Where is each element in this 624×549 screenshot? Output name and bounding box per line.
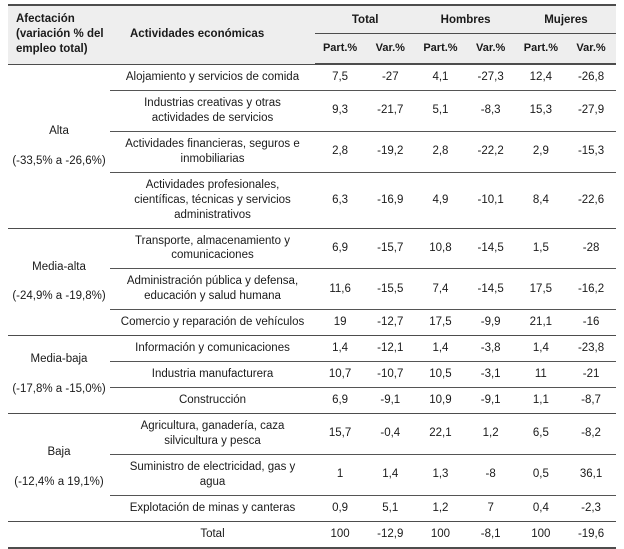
group-label-cell xyxy=(8,228,110,336)
total-value-cell: 100 xyxy=(516,521,566,547)
value-cell: -27 xyxy=(365,64,415,90)
value-cell: -8,3 xyxy=(466,90,516,131)
table-row xyxy=(8,228,616,269)
table-row xyxy=(8,336,616,362)
value-cell: 19 xyxy=(315,310,365,336)
value-cell: 1,4 xyxy=(516,336,566,362)
total-value-cell: 100 xyxy=(315,521,365,547)
value-cell: 10,9 xyxy=(415,388,465,414)
value-cell: 0,9 xyxy=(315,495,365,521)
value-cell: 15,7 xyxy=(315,414,365,455)
table-header xyxy=(8,5,616,64)
value-cell: -8,2 xyxy=(566,414,616,455)
activity-name-cell: Agricultura, ganadería, caza silvicultura y pesca xyxy=(110,414,315,455)
value-cell: 4,9 xyxy=(415,172,465,228)
value-cell: 2,9 xyxy=(516,131,566,172)
activity-name-cell: Suministro de electricidad, gas y agua xyxy=(110,454,315,495)
value-cell: -10,7 xyxy=(365,362,415,388)
value-cell: 1,2 xyxy=(415,495,465,521)
value-cell: 1,4 xyxy=(315,336,365,362)
value-cell: 2,8 xyxy=(415,131,465,172)
value-cell: -2,3 xyxy=(566,495,616,521)
value-cell: 9,3 xyxy=(315,90,365,131)
group-label-cell xyxy=(8,414,110,522)
value-cell: -10,1 xyxy=(466,172,516,228)
value-cell: 4,1 xyxy=(415,64,465,90)
value-cell: -3,8 xyxy=(466,336,516,362)
value-cell: 10,5 xyxy=(415,362,465,388)
value-cell: 0,4 xyxy=(516,495,566,521)
group-name: Alta xyxy=(49,124,69,137)
value-cell: -21,7 xyxy=(365,90,415,131)
value-cell: 7,5 xyxy=(315,64,365,90)
group-range: (-33,5% a -26,6%) xyxy=(12,154,106,167)
column-group-header-total: Total xyxy=(315,5,415,33)
value-cell: 17,5 xyxy=(415,310,465,336)
value-cell: -27,9 xyxy=(566,90,616,131)
value-cell: 1 xyxy=(315,454,365,495)
value-cell: -9,9 xyxy=(466,310,516,336)
activity-name-cell: Actividades profesionales, científicas, técnicas y servicios administrativos xyxy=(110,172,315,228)
value-cell: 6,5 xyxy=(516,414,566,455)
value-cell: 15,3 xyxy=(516,90,566,131)
value-cell: -8,7 xyxy=(566,388,616,414)
value-cell: -28 xyxy=(566,228,616,269)
column-header-afectacion: Afectación (variación % del empleo total) xyxy=(8,5,110,64)
value-cell: 1,3 xyxy=(415,454,465,495)
value-cell: -15,5 xyxy=(365,269,415,310)
value-cell: 5,1 xyxy=(415,90,465,131)
subheader-mujeres-part: Part.% xyxy=(516,33,566,64)
value-cell: -26,8 xyxy=(566,64,616,90)
activity-name-cell: Construcción xyxy=(110,388,315,414)
value-cell: -12,7 xyxy=(365,310,415,336)
activity-name-cell: Industria manufacturera xyxy=(110,362,315,388)
total-value-cell: -12,9 xyxy=(365,521,415,547)
value-cell: 11 xyxy=(516,362,566,388)
value-cell: 1,1 xyxy=(516,388,566,414)
subheader-hombres-var: Var.% xyxy=(466,33,516,64)
value-cell: -22,2 xyxy=(466,131,516,172)
activity-name-cell: Industrias creativas y otras actividades de servicios xyxy=(110,90,315,131)
group-range: (-24,9% a -19,8%) xyxy=(12,290,106,303)
value-cell: -12,1 xyxy=(365,336,415,362)
activity-name-cell: Actividades financieras, seguros e inmobiliarias xyxy=(110,131,315,172)
value-cell: 17,5 xyxy=(516,269,566,310)
total-value-cell: 100 xyxy=(415,521,465,547)
employment-by-activity-table xyxy=(8,4,616,549)
value-cell: 10,8 xyxy=(415,228,465,269)
total-value-cell: -19,6 xyxy=(566,521,616,547)
value-cell: -16 xyxy=(566,310,616,336)
table-row xyxy=(8,414,616,455)
value-cell: -9,1 xyxy=(365,388,415,414)
group-name: Baja xyxy=(47,446,71,459)
activity-name-cell: Transporte, almacenamiento y comunicaciones xyxy=(110,228,315,269)
value-cell: -27,3 xyxy=(466,64,516,90)
value-cell: -0,4 xyxy=(365,414,415,455)
table-body xyxy=(8,64,616,548)
total-row-spacer xyxy=(8,521,110,547)
value-cell: -9,1 xyxy=(466,388,516,414)
value-cell: 6,9 xyxy=(315,228,365,269)
value-cell: -23,8 xyxy=(566,336,616,362)
group-range: (-17,8% a -15,0%) xyxy=(12,383,106,396)
value-cell: -16,2 xyxy=(566,269,616,310)
activity-name-cell: Alojamiento y servicios de comida xyxy=(110,64,315,90)
value-cell: 36,1 xyxy=(566,454,616,495)
value-cell: 1,5 xyxy=(516,228,566,269)
value-cell: -8 xyxy=(466,454,516,495)
value-cell: 7 xyxy=(466,495,516,521)
value-cell: -14,5 xyxy=(466,228,516,269)
value-cell: 21,1 xyxy=(516,310,566,336)
activity-name-cell: Explotación de minas y canteras xyxy=(110,495,315,521)
column-group-header-hombres: Hombres xyxy=(415,5,515,33)
value-cell: -22,6 xyxy=(566,172,616,228)
total-value-cell: -8,1 xyxy=(466,521,516,547)
value-cell: 10,7 xyxy=(315,362,365,388)
table-total-row xyxy=(8,521,616,547)
value-cell: -21 xyxy=(566,362,616,388)
value-cell: 5,1 xyxy=(365,495,415,521)
value-cell: -15,7 xyxy=(365,228,415,269)
value-cell: 11,6 xyxy=(315,269,365,310)
value-cell: -14,5 xyxy=(466,269,516,310)
value-cell: 8,4 xyxy=(516,172,566,228)
value-cell: -19,2 xyxy=(365,131,415,172)
group-range: (-12,4% a 19,1%) xyxy=(14,475,104,488)
activity-name-cell: Comercio y reparación de vehículos xyxy=(110,310,315,336)
column-header-actividades: Actividades económicas xyxy=(110,5,315,64)
value-cell: 12,4 xyxy=(516,64,566,90)
activity-name-cell: Información y comunicaciones xyxy=(110,336,315,362)
value-cell: -16,9 xyxy=(365,172,415,228)
value-cell: 0,5 xyxy=(516,454,566,495)
group-name: Media-alta xyxy=(32,260,86,273)
group-label-cell xyxy=(8,336,110,414)
total-row-label: Total xyxy=(110,521,315,547)
value-cell: 2,8 xyxy=(315,131,365,172)
value-cell: -15,3 xyxy=(566,131,616,172)
value-cell: 1,4 xyxy=(415,336,465,362)
group-label-cell xyxy=(8,64,110,228)
subheader-total-part: Part.% xyxy=(315,33,365,64)
subheader-hombres-part: Part.% xyxy=(415,33,465,64)
subheader-total-var: Var.% xyxy=(365,33,415,64)
header-row-groups xyxy=(8,5,616,33)
value-cell: 6,3 xyxy=(315,172,365,228)
activity-name-cell: Administración pública y defensa, educación y salud humana xyxy=(110,269,315,310)
group-name: Media-baja xyxy=(30,353,88,366)
column-group-header-mujeres: Mujeres xyxy=(516,5,616,33)
value-cell: 1,4 xyxy=(365,454,415,495)
subheader-mujeres-var: Var.% xyxy=(566,33,616,64)
value-cell: 1,2 xyxy=(466,414,516,455)
value-cell: 22,1 xyxy=(415,414,465,455)
table-row xyxy=(8,64,616,90)
value-cell: 7,4 xyxy=(415,269,465,310)
value-cell: -3,1 xyxy=(466,362,516,388)
value-cell: 6,9 xyxy=(315,388,365,414)
